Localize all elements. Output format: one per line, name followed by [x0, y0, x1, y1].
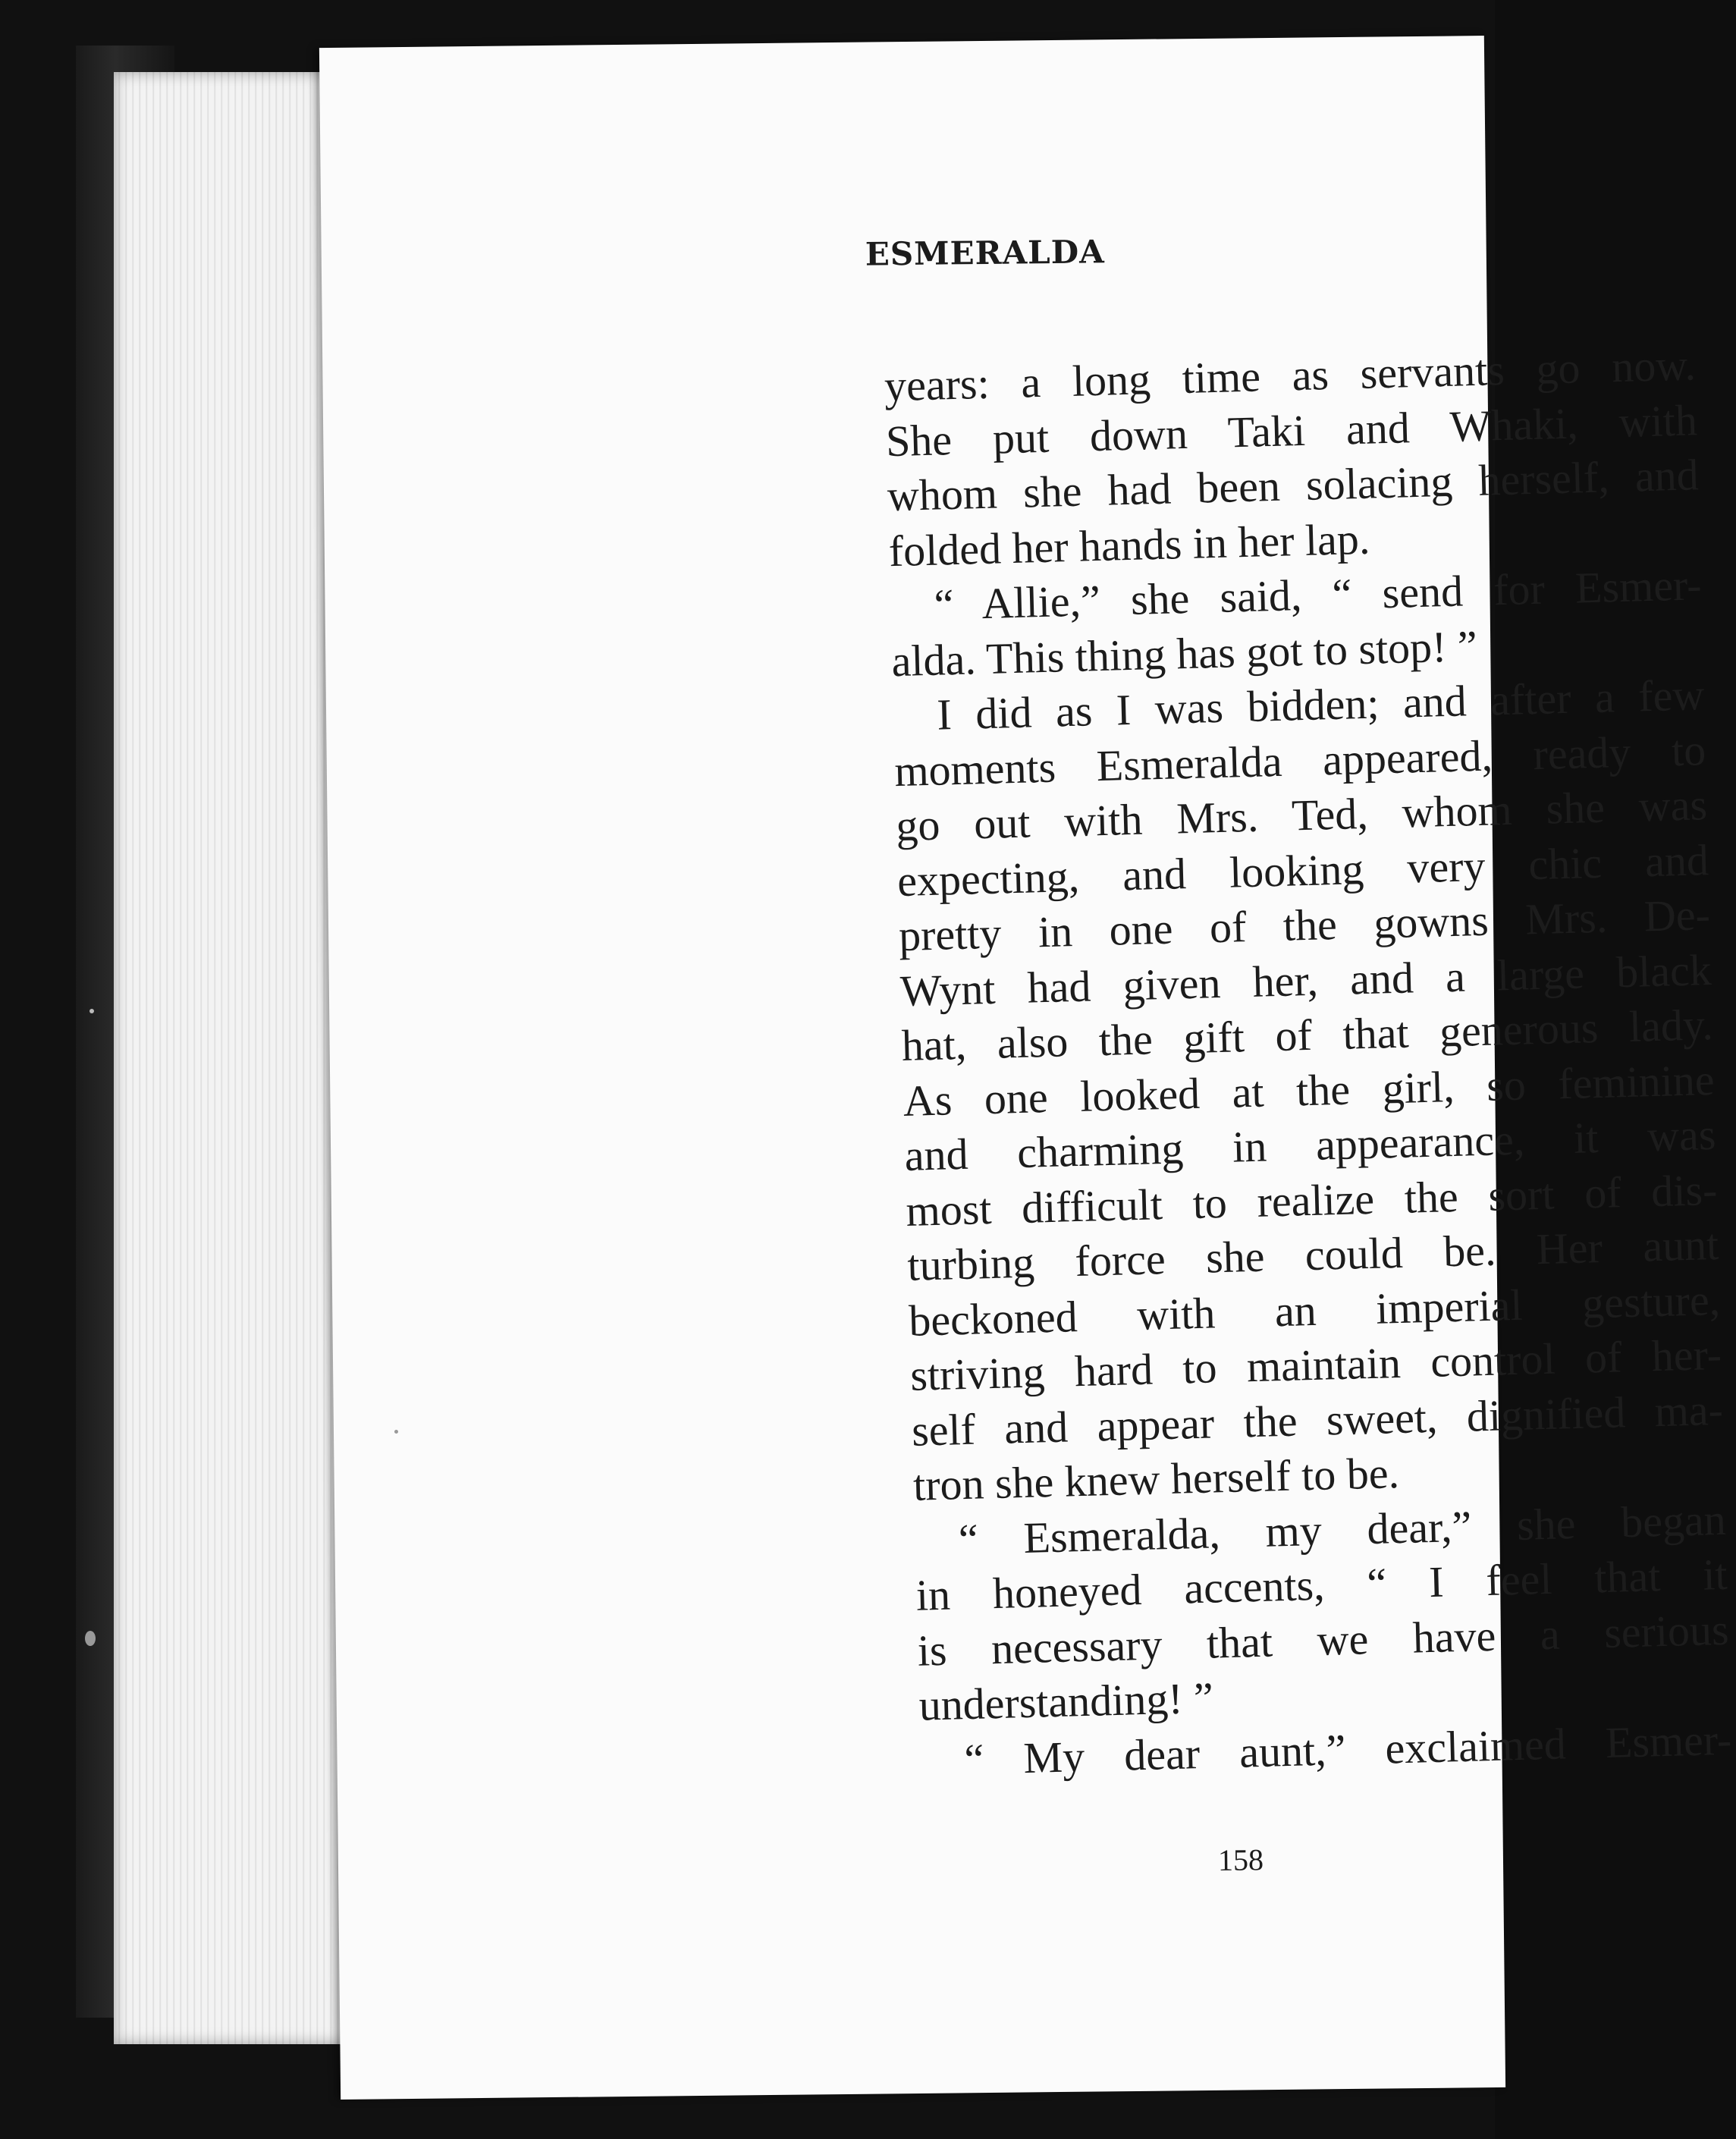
text-line: As one looked at the girl, so feminine — [902, 1054, 1716, 1126]
text-line: striving hard to maintain control of her- — [909, 1329, 1722, 1400]
text-line: “ Allie,” she said, “ send for Esmer- — [933, 560, 1703, 630]
text-line: in honeyed accents, “ I feel that it — [915, 1549, 1728, 1620]
text-line: most difficult to realize the sort of dis- — [905, 1164, 1719, 1236]
text-line: whom she had been solacing herself, and — [887, 450, 1700, 521]
body-text — [884, 338, 1732, 1788]
dust-speck — [85, 1631, 96, 1646]
text-line: I did as I was bidden; and after a few — [936, 670, 1706, 740]
text-line: hat, also the gift of that generous lady. — [901, 1000, 1714, 1071]
text-line: expecting, and looking very chic and — [896, 834, 1709, 906]
text-line: moments Esmeralda appeared, ready to — [893, 724, 1706, 796]
text-line: beckoned with an imperial gesture, — [908, 1274, 1721, 1346]
text-line: “ Esmeralda, my dear,” she began — [958, 1494, 1727, 1564]
text-line: alda. This thing has got to stop! ” — [890, 620, 1478, 686]
text-line: go out with Mrs. Ted, whom she was — [895, 780, 1708, 851]
text-line: self and appear the sweet, dignified ma- — [911, 1384, 1724, 1456]
text-line: She put down Taki and Whaki, with — [885, 394, 1698, 466]
text-line: tron she knew herself to be. — [912, 1448, 1400, 1510]
page-number: 158 — [1217, 1842, 1264, 1877]
text-line: understanding! ” — [918, 1673, 1214, 1730]
text-line: turbing force she could be. Her aunt — [906, 1219, 1719, 1290]
book-page — [319, 36, 1733, 2100]
text-line: is necessary that we have a serious — [916, 1604, 1730, 1676]
dust-speck — [89, 1009, 94, 1013]
dust-speck — [394, 1430, 398, 1434]
text-line: “ My dear aunt,” exclaimed Esmer- — [963, 1714, 1733, 1784]
text-line: Wynt had given her, and a large black — [899, 944, 1712, 1016]
text-line: folded her hands in her lap. — [887, 514, 1371, 576]
text-line: years: a long time as servants go now. — [884, 340, 1697, 411]
running-head: ESMERALDA — [865, 233, 1105, 273]
text-line: pretty in one of the gowns Mrs. De- — [898, 890, 1711, 961]
text-line: and charming in appearance, it was — [903, 1109, 1717, 1180]
